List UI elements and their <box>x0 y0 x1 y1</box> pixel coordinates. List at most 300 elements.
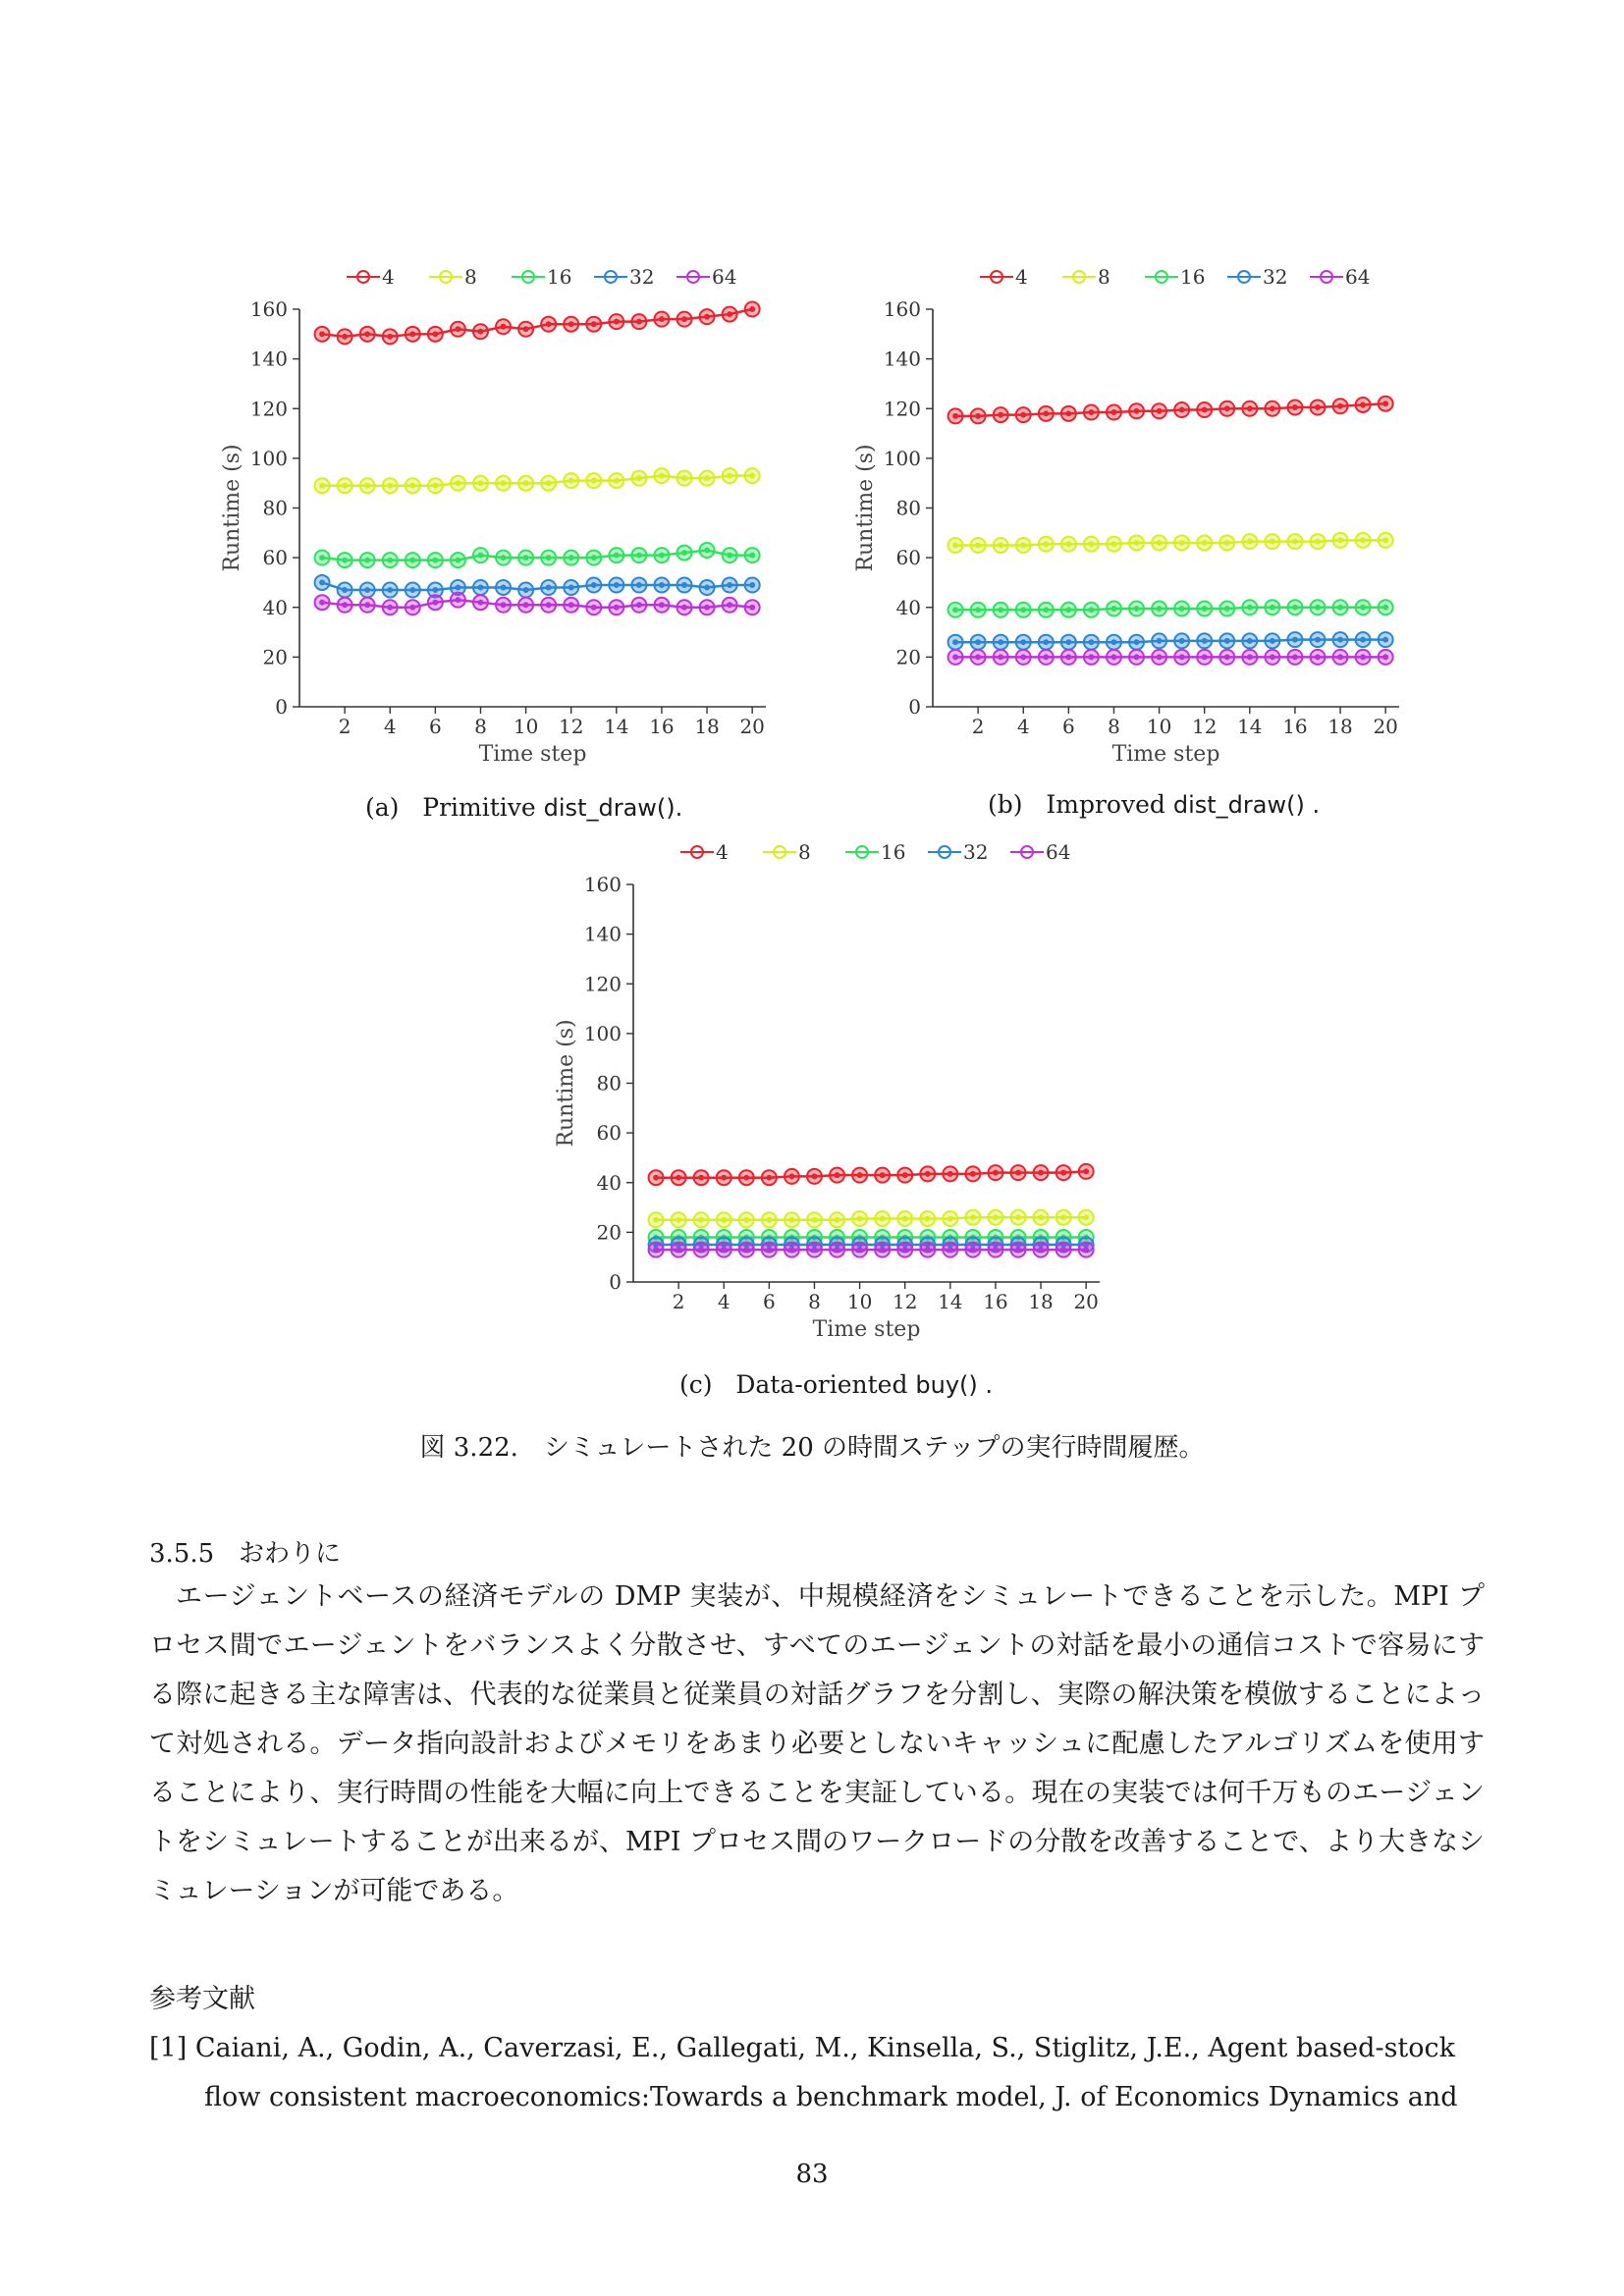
data-point-center <box>998 412 1003 418</box>
y-tick-label: 80 <box>262 496 288 520</box>
data-point-center <box>1157 408 1163 414</box>
data-point-center <box>727 553 732 559</box>
data-point-center <box>766 1217 772 1223</box>
y-tick-label: 120 <box>583 972 622 996</box>
data-point-center <box>1060 1247 1066 1253</box>
data-point-center <box>1038 1170 1044 1176</box>
data-point-center <box>636 602 642 608</box>
x-tick-label: 6 <box>428 715 442 738</box>
data-point-center <box>952 654 958 660</box>
data-point-center <box>727 311 732 317</box>
data-point-center <box>902 1172 908 1178</box>
data-point-center <box>387 558 393 563</box>
data-point-center <box>925 1215 931 1221</box>
data-point-center <box>636 475 642 481</box>
data-point-center <box>1083 1214 1089 1220</box>
data-point-center <box>1337 637 1343 643</box>
data-point-center <box>1270 638 1275 644</box>
legend-label: 32 <box>963 840 989 864</box>
caption-c-text: Data-oriented <box>735 1370 908 1399</box>
data-point-center <box>721 1175 727 1181</box>
x-tick-label: 18 <box>1327 715 1353 738</box>
x-tick-label: 2 <box>971 715 985 738</box>
section-heading <box>149 1533 341 1570</box>
y-axis-label: Runtime (s) <box>220 444 244 572</box>
data-point-center <box>1382 654 1388 660</box>
data-point-center <box>1179 407 1185 413</box>
x-tick-label: 6 <box>762 1290 776 1313</box>
data-point-center <box>1202 606 1208 612</box>
caption-b-label: (b) <box>988 790 1023 819</box>
data-point-center <box>659 553 665 559</box>
page-number: 83 <box>795 2160 829 2189</box>
data-point-center <box>546 555 552 561</box>
data-point-center <box>614 319 620 325</box>
body-text <box>149 1573 1485 1916</box>
data-point-center <box>1083 1168 1089 1174</box>
data-point-center <box>568 321 574 327</box>
data-point-center <box>501 324 507 330</box>
x-axis-label: Time step <box>812 1317 921 1342</box>
data-point-center <box>681 475 687 481</box>
chart-b-svg <box>825 265 1429 775</box>
y-tick-label: 20 <box>262 645 288 669</box>
data-point-center <box>1020 639 1026 645</box>
data-point-center <box>1270 654 1275 660</box>
data-point-center <box>1382 537 1388 543</box>
data-point-center <box>636 319 642 325</box>
data-point-center <box>455 585 460 591</box>
data-point-center <box>743 1175 749 1181</box>
legend-label: 4 <box>716 840 729 864</box>
data-point-center <box>477 329 483 335</box>
data-point-center <box>1270 539 1275 545</box>
reference-1-line2: flow consistent macroeconomics:Towards a benchmark model, J. of Economics Dynamics and <box>204 2082 1458 2112</box>
data-point-center <box>659 582 665 588</box>
data-point-center <box>546 585 552 591</box>
chart-a-svg <box>191 265 795 775</box>
data-point-center <box>749 306 755 312</box>
data-point-center <box>902 1215 908 1221</box>
data-point-center <box>1038 1247 1044 1253</box>
data-point-center <box>659 316 665 322</box>
data-point-center <box>1292 404 1298 410</box>
data-point-center <box>1065 654 1071 660</box>
data-point-center <box>1315 605 1321 611</box>
data-point-center <box>1060 1170 1066 1176</box>
data-point-center <box>501 585 507 591</box>
data-point-center <box>1224 638 1230 644</box>
data-point-center <box>432 483 438 489</box>
y-tick-label: 60 <box>596 1121 622 1146</box>
data-point-center <box>432 600 438 606</box>
data-point-center <box>455 597 460 603</box>
data-point-center <box>952 542 958 548</box>
data-point-center <box>1020 607 1026 613</box>
data-point-center <box>1360 637 1366 643</box>
section-title: おわりに <box>238 1539 341 1569</box>
x-axis-label: Time step <box>478 742 587 767</box>
x-tick-label: 2 <box>672 1290 685 1313</box>
data-point-center <box>704 548 710 554</box>
y-tick-label: 40 <box>262 595 288 619</box>
x-tick-label: 14 <box>604 715 629 738</box>
x-tick-label: 16 <box>649 715 675 738</box>
data-point-center <box>857 1247 863 1253</box>
data-point-center <box>364 602 370 608</box>
data-point-center <box>659 473 665 479</box>
data-point-center <box>1043 654 1049 660</box>
data-point-center <box>727 602 732 608</box>
caption-b <box>988 790 1320 819</box>
data-point-center <box>681 605 687 611</box>
x-tick-label: 20 <box>1073 1290 1099 1313</box>
x-tick-label: 20 <box>739 715 765 738</box>
data-point-center <box>342 334 348 340</box>
y-tick-label: 20 <box>895 645 921 669</box>
y-axis-label: Runtime (s) <box>853 444 878 572</box>
data-point-center <box>1202 407 1208 413</box>
data-point-center <box>614 605 620 611</box>
data-point-center <box>1202 654 1208 660</box>
x-tick-label: 8 <box>808 1290 821 1313</box>
data-point-center <box>947 1247 953 1253</box>
data-point-center <box>1015 1247 1021 1253</box>
data-point-center <box>477 585 483 591</box>
data-point-center <box>1134 639 1140 645</box>
data-point-center <box>1224 654 1230 660</box>
data-point-center <box>925 1247 931 1253</box>
data-point-center <box>591 321 597 327</box>
y-tick-label: 100 <box>583 1021 622 1045</box>
data-point-center <box>727 582 732 588</box>
data-point-center <box>1337 403 1343 409</box>
data-point-center <box>1315 404 1321 410</box>
caption-a <box>365 793 682 822</box>
data-point-center <box>1292 605 1298 611</box>
data-point-center <box>857 1172 863 1178</box>
data-point-center <box>432 558 438 563</box>
data-point-center <box>1337 605 1343 611</box>
x-tick-label: 12 <box>1191 715 1218 738</box>
data-point-center <box>975 639 981 645</box>
data-point-center <box>1337 537 1343 543</box>
data-point-center <box>614 478 620 484</box>
y-tick-label: 140 <box>583 922 622 946</box>
data-point-center <box>1247 539 1253 545</box>
data-point-center <box>902 1247 908 1253</box>
data-point-center <box>1157 606 1163 612</box>
data-point-center <box>1020 412 1026 418</box>
data-point-center <box>319 331 325 337</box>
data-point-center <box>1043 410 1049 416</box>
data-point-center <box>1360 401 1366 407</box>
data-point-center <box>1088 654 1094 660</box>
x-tick-label: 12 <box>558 715 584 738</box>
data-point-center <box>952 639 958 645</box>
data-point-center <box>1224 606 1230 612</box>
y-tick-label: 140 <box>249 347 288 371</box>
data-point-center <box>721 1217 727 1223</box>
y-tick-label: 40 <box>596 1170 622 1195</box>
caption-a-label: (a) <box>365 793 400 822</box>
data-point-center <box>409 605 415 611</box>
y-tick-label: 160 <box>883 297 921 321</box>
x-tick-label: 10 <box>846 1290 873 1313</box>
legend-label: 4 <box>1015 265 1028 289</box>
data-point-center <box>1382 637 1388 643</box>
data-point-center <box>653 1175 659 1181</box>
data-point-center <box>704 314 710 320</box>
x-tick-label: 14 <box>1237 715 1263 738</box>
data-point-center <box>1179 606 1185 612</box>
data-point-center <box>1083 1247 1089 1253</box>
data-point-center <box>1038 1214 1044 1220</box>
data-point-center <box>477 600 483 606</box>
legend-label: 16 <box>547 265 572 289</box>
data-point-center <box>387 605 393 611</box>
data-point-center <box>319 579 325 585</box>
data-point-center <box>1292 539 1298 545</box>
body-paragraph: エージェントベースの経済モデルの DMP 実装が、中規模経済をシミュレートできることを示した。MPI プロセス間でエージェントをバランスよく分散させ、すべてのエージェントの対話を最小の通信コストで容易にする際に起きる主な障害は、代表的な従業員と従業員の対話グラフを分割し、実際の解決策を模倣することによって対処される。データ指向設計およびメモリをあまり必要としないキャッシュに配慮したアルゴリズムを使用することにより、実行時間の性能を大幅に向上できることを実証している。現在の実装では何千万ものエージェントをシミュレートすることが出来るが、MPI プロセス間のワークロードの分散を改善することで、より大きなシミュレーションが可能である。 <box>149 1581 1485 1906</box>
data-point-center <box>659 602 665 608</box>
data-point-center <box>749 553 755 559</box>
data-point-center <box>811 1173 817 1179</box>
data-point-center <box>1134 408 1140 414</box>
data-point-center <box>546 321 552 327</box>
data-point-center <box>614 553 620 559</box>
data-point-center <box>1179 638 1185 644</box>
data-point-center <box>1202 540 1208 546</box>
data-point-center <box>1088 409 1094 415</box>
caption-b-func: dist_draw() . <box>1172 791 1321 819</box>
data-point-center <box>364 558 370 563</box>
data-point-center <box>1179 540 1185 546</box>
reference-1-line1: Caiani, A., Godin, A., Caverzasi, E., Gallegati, M., Kinsella, S., Stiglitz, J.E., Agent based-stock <box>194 2033 1456 2063</box>
x-tick-label: 14 <box>938 1290 963 1313</box>
x-tick-label: 8 <box>474 715 487 738</box>
data-point-center <box>704 475 710 481</box>
data-point-center <box>546 480 552 486</box>
data-point-center <box>1270 605 1275 611</box>
data-point-center <box>546 602 552 608</box>
legend-label: 8 <box>464 265 477 289</box>
data-point-center <box>653 1247 659 1253</box>
data-point-center <box>1134 540 1140 546</box>
data-point-center <box>704 605 710 611</box>
data-point-center <box>970 1214 976 1220</box>
x-tick-label: 16 <box>1282 715 1308 738</box>
data-point-center <box>591 478 597 484</box>
y-tick-label: 20 <box>596 1220 622 1245</box>
legend-label: 64 <box>1345 265 1371 289</box>
caption-b-text: Improved <box>1046 790 1165 819</box>
data-point-center <box>970 1171 976 1177</box>
legend-label: 16 <box>881 840 906 864</box>
reference-1 <box>149 2024 1494 2122</box>
data-point-center <box>591 605 597 611</box>
data-point-center <box>766 1247 772 1253</box>
data-point-center <box>1065 607 1071 613</box>
data-point-center <box>749 473 755 479</box>
data-point-center <box>409 331 415 337</box>
references-heading: 参考文献 <box>149 1984 255 2014</box>
legend-label: 16 <box>1180 265 1206 289</box>
data-point-center <box>1315 637 1321 643</box>
data-point-center <box>1224 405 1230 411</box>
section-number: 3.5.5 <box>149 1539 215 1569</box>
data-point-center <box>455 480 460 486</box>
data-point-center <box>721 1247 727 1253</box>
data-point-center <box>409 483 415 489</box>
data-point-center <box>698 1217 704 1223</box>
x-tick-label: 2 <box>338 715 352 738</box>
caption-c-func: buy() . <box>915 1371 994 1399</box>
legend-label: 8 <box>1098 265 1110 289</box>
data-point-center <box>432 587 438 593</box>
data-point-center <box>1360 654 1366 660</box>
data-point-center <box>811 1217 817 1223</box>
data-point-center <box>636 553 642 559</box>
x-axis-label: Time step <box>1111 742 1220 767</box>
caption-c-label: (c) <box>679 1370 713 1399</box>
data-point-center <box>523 555 529 561</box>
data-point-center <box>614 582 620 588</box>
data-point-center <box>788 1247 794 1253</box>
x-tick-label: 12 <box>892 1290 918 1313</box>
data-point-center <box>1382 400 1388 406</box>
data-point-center <box>1065 541 1071 547</box>
data-point-center <box>857 1215 863 1221</box>
data-point-center <box>975 654 981 660</box>
x-tick-label: 18 <box>1028 1290 1054 1313</box>
data-point-center <box>1043 607 1049 613</box>
data-point-center <box>455 558 460 563</box>
legend-label: 8 <box>798 840 811 864</box>
data-point-center <box>455 326 460 332</box>
data-point-center <box>1088 541 1094 547</box>
y-tick-label: 160 <box>583 873 622 896</box>
data-point-center <box>1043 541 1049 547</box>
data-point-center <box>387 483 393 489</box>
data-point-center <box>1360 537 1366 543</box>
y-tick-label: 120 <box>249 397 288 421</box>
data-point-center <box>835 1217 840 1223</box>
data-point-center <box>342 587 348 593</box>
data-point-center <box>676 1247 681 1253</box>
data-point-center <box>1088 639 1094 645</box>
data-point-center <box>1020 542 1026 548</box>
data-point-center <box>993 1214 999 1220</box>
data-point-center <box>1110 541 1116 547</box>
data-point-center <box>1224 540 1230 546</box>
data-point-center <box>1202 638 1208 644</box>
caption-a-func: dist_draw(). <box>543 794 683 822</box>
x-tick-label: 16 <box>983 1290 1008 1313</box>
data-point-center <box>952 413 958 419</box>
data-point-center <box>743 1217 749 1223</box>
data-point-center <box>970 1247 976 1253</box>
data-point-center <box>319 483 325 489</box>
data-point-center <box>1179 654 1185 660</box>
data-point-center <box>835 1172 840 1178</box>
data-point-center <box>1247 605 1253 611</box>
data-point-center <box>788 1217 794 1223</box>
y-tick-label: 100 <box>249 446 288 470</box>
data-point-center <box>676 1217 681 1223</box>
caption-c <box>679 1370 993 1399</box>
data-point-center <box>880 1172 886 1178</box>
data-point-center <box>1157 654 1163 660</box>
data-point-center <box>811 1247 817 1253</box>
y-tick-label: 80 <box>596 1071 622 1095</box>
data-point-center <box>1382 605 1388 611</box>
data-point-center <box>975 413 981 419</box>
data-point-center <box>998 542 1003 548</box>
data-point-center <box>387 334 393 340</box>
data-point-center <box>636 582 642 588</box>
data-point-center <box>1110 409 1116 415</box>
data-point-center <box>1157 540 1163 546</box>
data-point-center <box>342 558 348 563</box>
x-tick-label: 4 <box>383 715 397 738</box>
data-point-center <box>993 1170 999 1176</box>
data-point-center <box>698 1175 704 1181</box>
data-point-center <box>749 582 755 588</box>
data-point-center <box>788 1173 794 1179</box>
data-point-center <box>704 585 710 591</box>
data-point-center <box>998 607 1003 613</box>
data-point-center <box>364 483 370 489</box>
data-point-center <box>1110 654 1116 660</box>
y-tick-label: 60 <box>895 546 921 570</box>
caption-a-text: Primitive <box>422 793 536 822</box>
y-axis-label: Runtime (s) <box>554 1019 578 1148</box>
data-point-center <box>998 639 1003 645</box>
data-point-center <box>477 553 483 559</box>
data-point-center <box>1043 639 1049 645</box>
data-point-center <box>1110 639 1116 645</box>
legend-label: 4 <box>382 265 395 289</box>
y-tick-label: 0 <box>908 695 921 719</box>
y-tick-label: 160 <box>249 297 288 321</box>
y-tick-label: 120 <box>883 397 921 421</box>
chart-c <box>525 840 1129 1351</box>
data-point-center <box>993 1247 999 1253</box>
data-point-center <box>1157 638 1163 644</box>
data-point-center <box>1065 639 1071 645</box>
data-point-center <box>1247 405 1253 411</box>
y-tick-label: 0 <box>609 1270 622 1294</box>
legend-label: 32 <box>629 265 655 289</box>
data-point-center <box>387 587 393 593</box>
data-point-center <box>501 602 507 608</box>
data-point-center <box>591 555 597 561</box>
data-point-center <box>342 602 348 608</box>
data-point-center <box>523 587 529 593</box>
data-point-center <box>477 480 483 486</box>
data-point-center <box>835 1247 840 1253</box>
data-point-center <box>998 654 1003 660</box>
data-point-center <box>409 587 415 593</box>
data-point-center <box>364 331 370 337</box>
x-tick-label: 6 <box>1061 715 1075 738</box>
x-tick-label: 10 <box>1146 715 1172 738</box>
data-point-center <box>409 558 415 563</box>
data-point-center <box>1015 1214 1021 1220</box>
data-point-center <box>975 607 981 613</box>
data-point-center <box>1020 654 1026 660</box>
